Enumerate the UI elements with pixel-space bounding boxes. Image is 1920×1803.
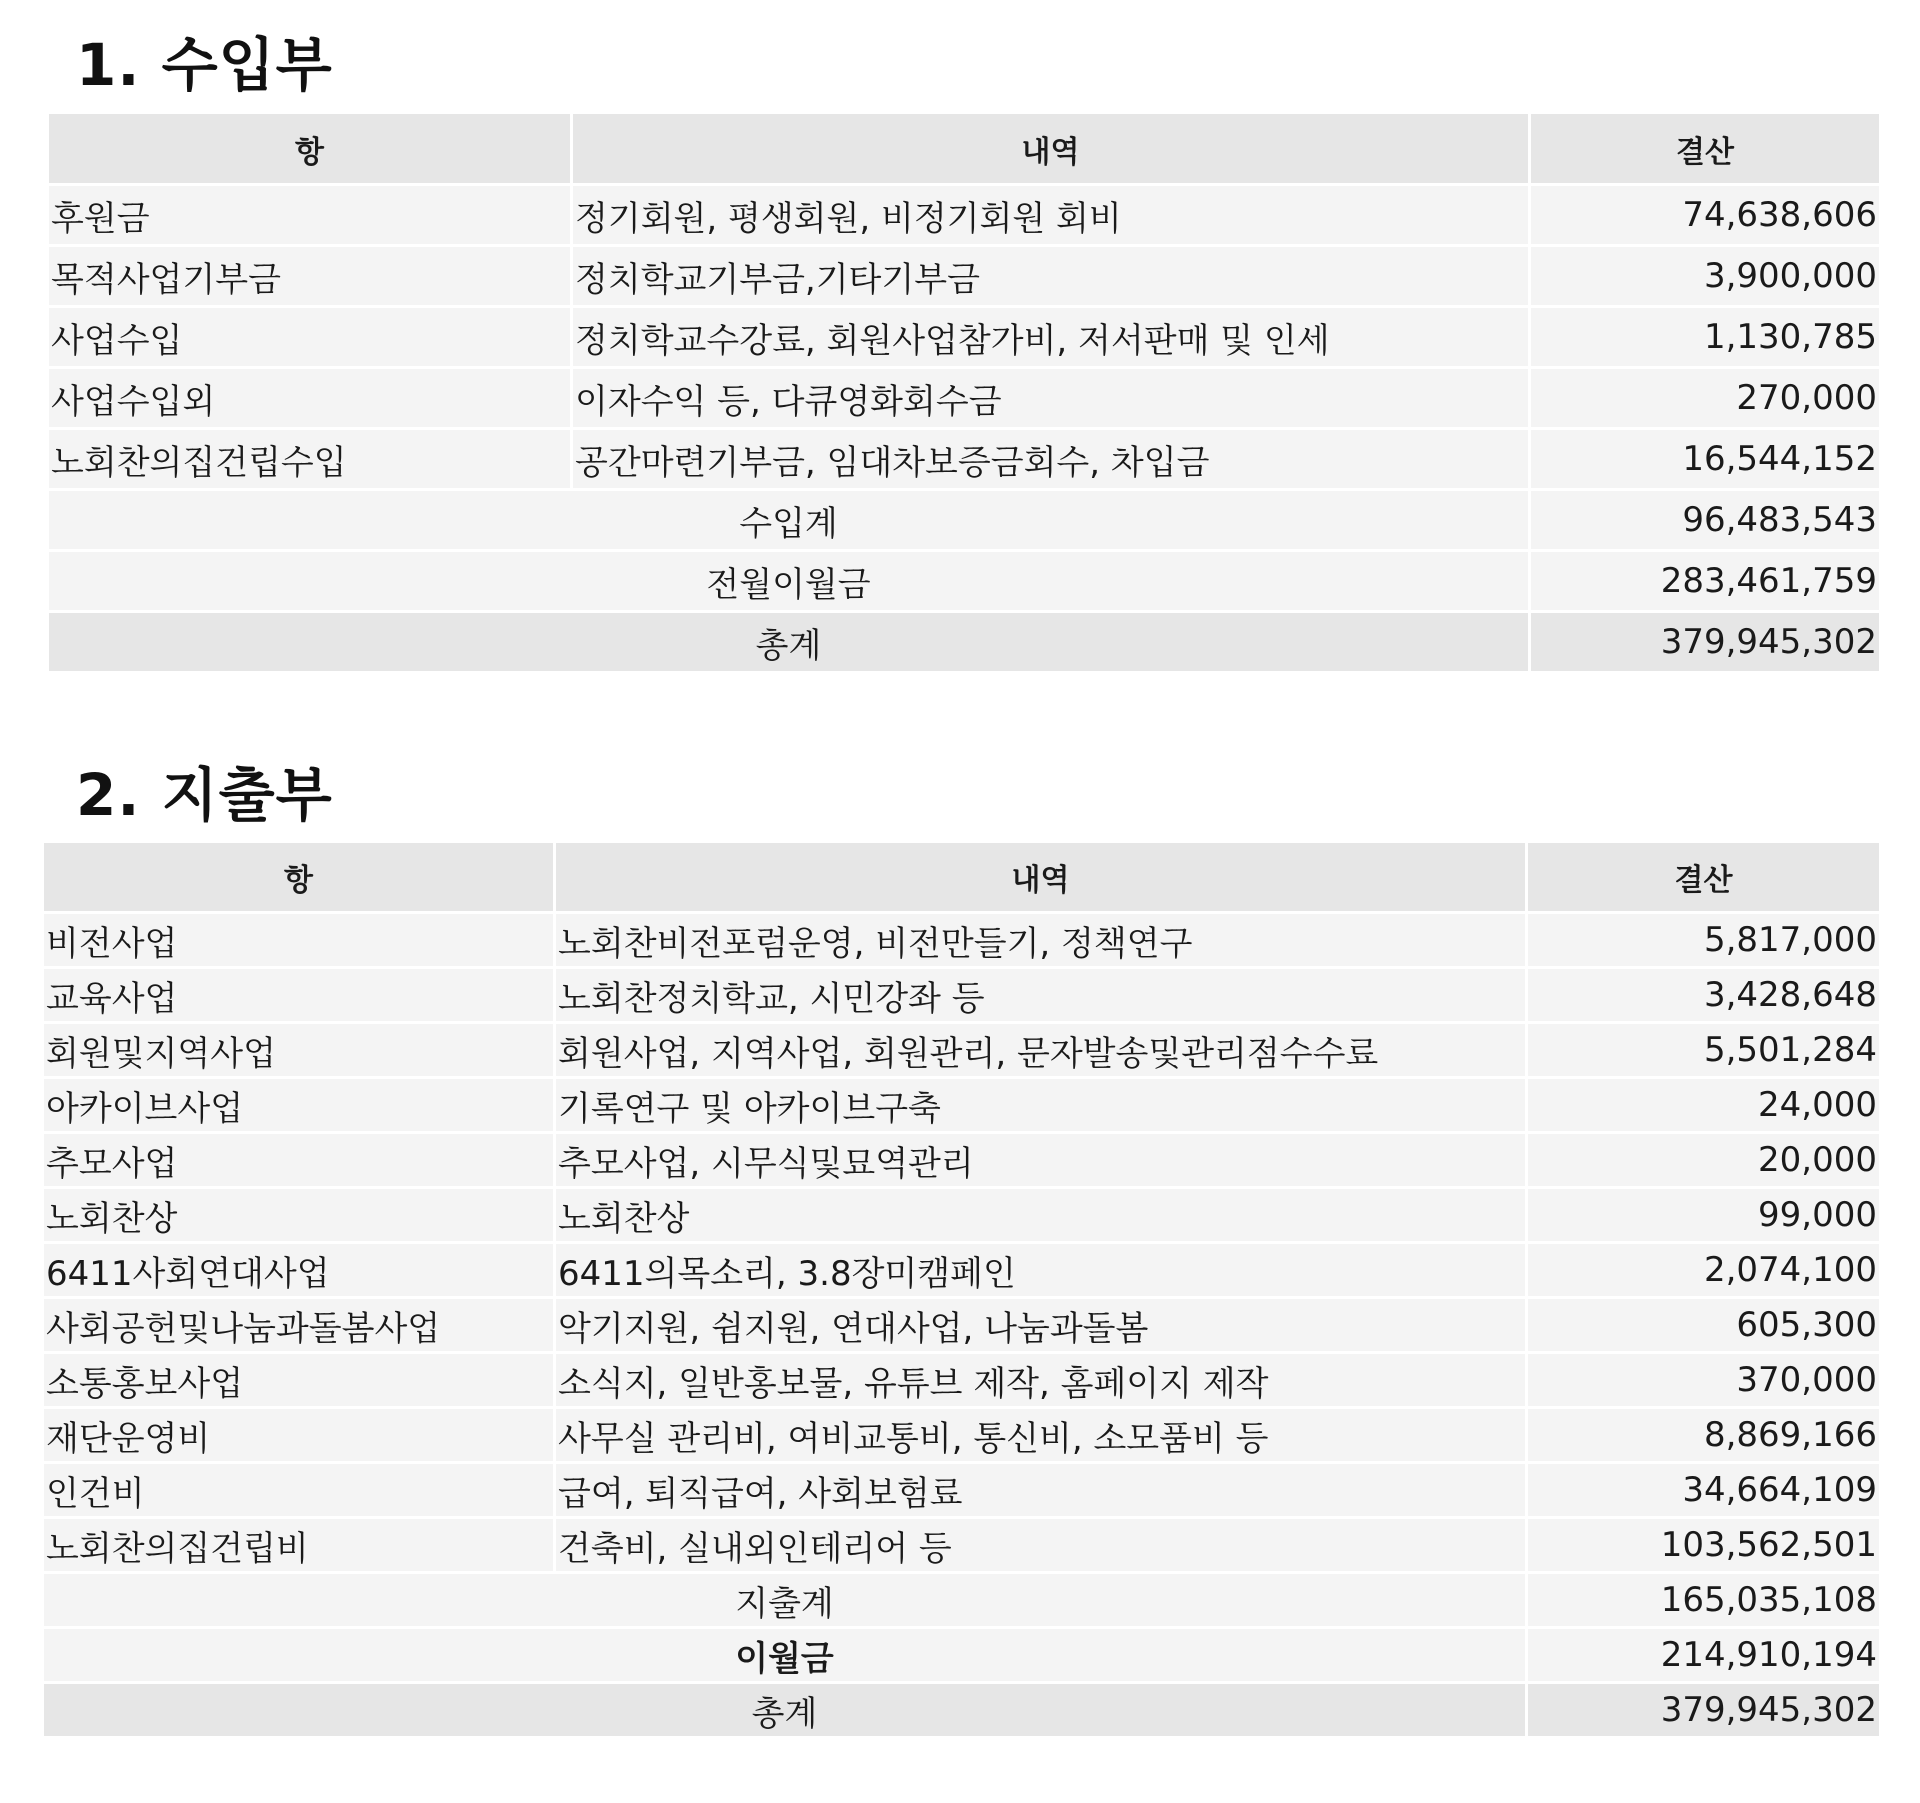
income-subtotal-label: 수입계 — [49, 491, 1528, 549]
row-amount: 3,900,000 — [1531, 247, 1879, 305]
expense-section-title: 2. 지출부 — [76, 761, 333, 829]
row-item: 회원및지역사업 — [44, 1024, 553, 1076]
row-amount: 16,544,152 — [1531, 430, 1879, 488]
expense-carryover-row — [44, 1629, 1879, 1681]
row-amount: 103,562,501 — [1528, 1519, 1879, 1571]
row-detail: 공간마련기부금, 임대차보증금회수, 차입금 — [573, 430, 1528, 488]
row-item: 아카이브사업 — [44, 1079, 553, 1131]
table-row — [44, 969, 1879, 1021]
table-row — [44, 1079, 1879, 1131]
row-amount: 20,000 — [1528, 1134, 1879, 1186]
row-detail: 노회찬상 — [556, 1189, 1525, 1241]
row-item: 6411사회연대사업 — [44, 1244, 553, 1296]
row-detail: 정치학교수강료, 회원사업참가비, 저서판매 및 인세 — [573, 308, 1528, 366]
income-subtotal-row — [49, 491, 1879, 549]
row-item: 사업수입외 — [49, 369, 570, 427]
income-total-label: 총계 — [49, 613, 1528, 671]
row-detail: 건축비, 실내외인테리어 등 — [556, 1519, 1525, 1571]
row-amount: 2,074,100 — [1528, 1244, 1879, 1296]
row-detail: 노회찬정치학교, 시민강좌 등 — [556, 969, 1525, 1021]
row-item: 소통홍보사업 — [44, 1354, 553, 1406]
table-row — [44, 1299, 1879, 1351]
income-table — [46, 111, 1882, 674]
row-item: 추모사업 — [44, 1134, 553, 1186]
row-item: 사회공헌및나눔과돌봄사업 — [44, 1299, 553, 1351]
income-total-amount: 379,945,302 — [1531, 613, 1879, 671]
table-row — [44, 1244, 1879, 1296]
row-detail: 기록연구 및 아카이브구축 — [556, 1079, 1525, 1131]
row-item: 후원금 — [49, 186, 570, 244]
row-amount: 99,000 — [1528, 1189, 1879, 1241]
table-row — [49, 369, 1879, 427]
income-header-detail: 내역 — [573, 114, 1528, 183]
expense-header-amount: 결산 — [1528, 843, 1879, 911]
table-row — [44, 1024, 1879, 1076]
row-amount: 605,300 — [1528, 1299, 1879, 1351]
income-carryover-amount: 283,461,759 — [1531, 552, 1879, 610]
income-header-amount: 결산 — [1531, 114, 1879, 183]
row-item: 재단운영비 — [44, 1409, 553, 1461]
row-item: 사업수입 — [49, 308, 570, 366]
row-item: 노회찬의집건립비 — [44, 1519, 553, 1571]
income-section-title: 1. 수입부 — [76, 31, 333, 99]
expense-total-amount: 379,945,302 — [1528, 1684, 1879, 1736]
row-amount: 5,817,000 — [1528, 914, 1879, 966]
expense-carryover-label: 이월금 — [44, 1629, 1525, 1681]
expense-total-row — [44, 1684, 1879, 1736]
row-amount: 5,501,284 — [1528, 1024, 1879, 1076]
table-row — [44, 1409, 1879, 1461]
row-amount: 270,000 — [1531, 369, 1879, 427]
row-item: 노회찬의집건립수입 — [49, 430, 570, 488]
income-total-row — [49, 613, 1879, 671]
table-row — [49, 186, 1879, 244]
row-detail: 회원사업, 지역사업, 회원관리, 문자발송및관리점수수료 — [556, 1024, 1525, 1076]
expense-header-item: 항 — [44, 843, 553, 911]
expense-header-row — [44, 843, 1879, 911]
row-detail: 급여, 퇴직급여, 사회보험료 — [556, 1464, 1525, 1516]
row-item: 노회찬상 — [44, 1189, 553, 1241]
row-item: 인건비 — [44, 1464, 553, 1516]
table-row — [44, 1134, 1879, 1186]
expense-subtotal-row — [44, 1574, 1879, 1626]
row-amount: 34,664,109 — [1528, 1464, 1879, 1516]
table-row — [44, 914, 1879, 966]
table-row — [44, 1464, 1879, 1516]
income-subtotal-amount: 96,483,543 — [1531, 491, 1879, 549]
income-header-row — [49, 114, 1879, 183]
table-row — [44, 1189, 1879, 1241]
row-item: 목적사업기부금 — [49, 247, 570, 305]
row-item: 비전사업 — [44, 914, 553, 966]
row-detail: 이자수익 등, 다큐영화회수금 — [573, 369, 1528, 427]
row-amount: 3,428,648 — [1528, 969, 1879, 1021]
row-detail: 악기지원, 쉼지원, 연대사업, 나눔과돌봄 — [556, 1299, 1525, 1351]
table-row — [49, 247, 1879, 305]
expense-subtotal-label: 지출계 — [44, 1574, 1525, 1626]
expense-total-label: 총계 — [44, 1684, 1525, 1736]
row-amount: 8,869,166 — [1528, 1409, 1879, 1461]
income-header-item: 항 — [49, 114, 570, 183]
table-row — [44, 1354, 1879, 1406]
row-detail: 소식지, 일반홍보물, 유튜브 제작, 홈페이지 제작 — [556, 1354, 1525, 1406]
row-detail: 사무실 관리비, 여비교통비, 통신비, 소모품비 등 — [556, 1409, 1525, 1461]
row-amount: 74,638,606 — [1531, 186, 1879, 244]
row-detail: 정기회원, 평생회원, 비정기회원 회비 — [573, 186, 1528, 244]
expense-table — [41, 840, 1882, 1739]
table-row — [49, 430, 1879, 488]
row-amount: 24,000 — [1528, 1079, 1879, 1131]
expense-header-detail: 내역 — [556, 843, 1525, 911]
row-amount: 1,130,785 — [1531, 308, 1879, 366]
row-detail: 추모사업, 시무식및묘역관리 — [556, 1134, 1525, 1186]
row-detail: 노회찬비전포럼운영, 비전만들기, 정책연구 — [556, 914, 1525, 966]
table-row — [44, 1519, 1879, 1571]
row-amount: 370,000 — [1528, 1354, 1879, 1406]
income-carryover-label: 전월이월금 — [49, 552, 1528, 610]
expense-subtotal-amount: 165,035,108 — [1528, 1574, 1879, 1626]
row-detail: 정치학교기부금,기타기부금 — [573, 247, 1528, 305]
row-item: 교육사업 — [44, 969, 553, 1021]
table-row — [49, 308, 1879, 366]
row-detail: 6411의목소리, 3.8장미캠페인 — [556, 1244, 1525, 1296]
income-carryover-row — [49, 552, 1879, 610]
expense-carryover-amount: 214,910,194 — [1528, 1629, 1879, 1681]
